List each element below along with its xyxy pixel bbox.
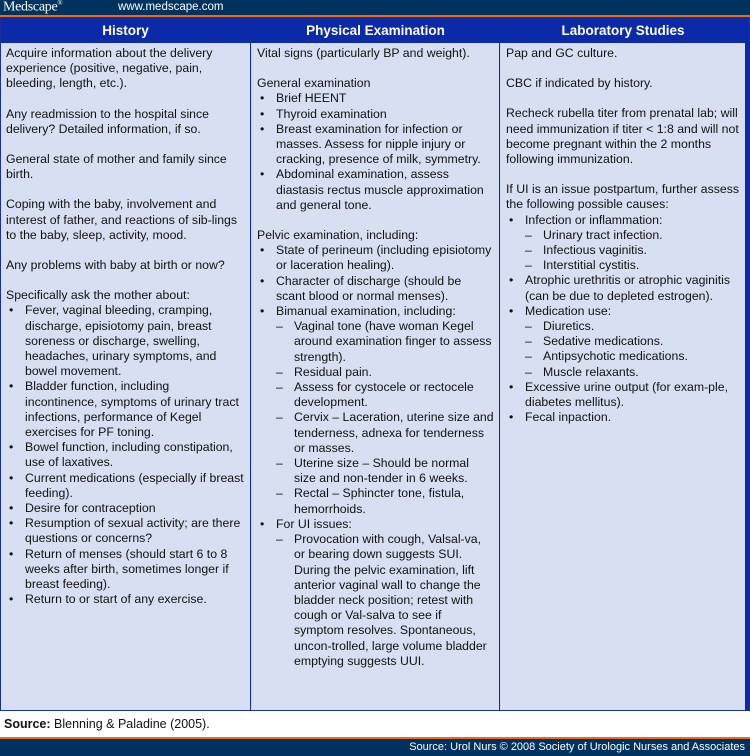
column-laboratory-studies xyxy=(501,18,745,710)
history-paragraph: General state of mother and family since birth. xyxy=(6,152,227,182)
list-item: • Desire for contraception xyxy=(6,501,245,516)
list-item: • Bladder function, including incontinence, symptoms of urinary tract infections, performance of Kegel exercises for PF toning. xyxy=(6,379,245,440)
column-physical-examination xyxy=(252,18,499,710)
list-item: • Excessive urine output (for exam-ple, diabetes mellitus). xyxy=(506,380,740,410)
source-citation xyxy=(4,717,210,731)
postpartum-assessment-table xyxy=(0,17,750,711)
pelvic-exam-intro: Pelvic examination, including: xyxy=(257,228,419,243)
list-item: • Resumption of sexual activity; are there questions or concerns? xyxy=(6,516,245,546)
list-item: • Fecal inpaction. xyxy=(506,410,740,425)
list-item: • Fever, vaginal bleeding, cramping, discharge, episiotomy pain, breast soreness or discharge, swelling, headaches, urinary symptoms, and bowel movement. xyxy=(6,303,245,379)
history-bullet-list xyxy=(6,303,245,607)
sub-list-item: – Diuretics. xyxy=(506,319,740,334)
pelvic-exam-list xyxy=(257,243,494,669)
spacer xyxy=(257,213,494,228)
sub-list-item: – Rectal – Sphincter tone, fistula, hemorrhoids. xyxy=(257,486,494,516)
sub-list-item: – Assess for cystocele or rectocele development. xyxy=(257,380,494,410)
history-paragraph: Acquire information about the delivery experience (positive, negative, pain, bleeding, length, etc.). xyxy=(6,46,213,91)
sub-list-item: – Vaginal tone (have woman Kegel around examination finger to assess strength). xyxy=(257,319,494,365)
column-history xyxy=(1,18,250,710)
list-item: • Bimanual examination, including: xyxy=(257,304,494,319)
list-item: • Return of menses (should start 6 to 8 weeks after birth, sometimes longer if breast feeding). xyxy=(6,547,245,593)
history-paragraph: Coping with the baby, involvement and interest of father, and reactions of sib-lings to the baby, sleep, activity, mood. xyxy=(6,197,238,242)
lab-paragraph: Recheck rubella titer from prenatal lab; will need immunization if titer < 1:8 and will not become pregnant within the 2 months following immunization. xyxy=(506,106,739,167)
history-paragraph: Any readmission to the hospital since delivery? Detailed information, if so. xyxy=(6,106,210,136)
sub-list-item: – Infectious vaginitis. xyxy=(506,243,740,258)
list-item: • Atrophic urethritis or atrophic vaginitis (can be due to depleted estrogen). xyxy=(506,273,740,303)
sub-list-item: – Provocation with cough, Valsal-va, or bearing down suggests SUI. During the pelvic examination, lift anterior vaginal wall to change the bladder neck position; retest with cough or Val-salva to see if symptom resolves. Spontaneous, uncon-trolled, large volume bladder emptying suggests UUI. xyxy=(257,532,494,669)
column-header-history: History xyxy=(1,18,250,43)
list-item: • Abdominal examination, assess diastasis rectus muscle approximation and general tone. xyxy=(257,167,494,213)
history-paragraph: Any problems with baby at birth or now? xyxy=(6,258,225,273)
history-list-intro: Specifically ask the mother about: xyxy=(6,288,190,303)
general-exam-list xyxy=(257,91,494,213)
list-item: • Medication use: xyxy=(506,304,740,319)
ui-causes-intro: If UI is an issue postpartum, further assess the following possible causes: xyxy=(506,182,740,212)
sub-list-item: – Residual pain. xyxy=(257,365,494,380)
general-exam-intro: General examination xyxy=(257,76,371,91)
column-body-laboratory-studies xyxy=(501,43,745,710)
list-item: • Infection or inflammation: xyxy=(506,213,740,228)
list-item: • Character of discharge (should be scant blood or normal menses). xyxy=(257,274,494,304)
lab-paragraph: CBC if indicated by history. xyxy=(506,76,653,91)
source-text: Blenning & Paladine (2005). xyxy=(50,717,210,731)
vital-signs-text: Vital signs (particularly BP and weight). xyxy=(257,46,470,60)
ui-causes-list xyxy=(506,213,740,426)
column-body-physical-examination xyxy=(252,43,499,710)
column-header-physical-examination: Physical Examination xyxy=(252,18,499,43)
list-item: • For UI issues: xyxy=(257,517,494,532)
footer-copyright: Source: Urol Nurs © 2008 Society of Urologic Nurses and Associates xyxy=(409,741,745,753)
sub-list-item: – Sedative medications. xyxy=(506,334,740,349)
list-item: • State of perineum (including episiotomy or laceration healing). xyxy=(257,243,494,273)
column-body-history xyxy=(1,43,250,710)
lab-paragraph: Pap and GC culture. xyxy=(506,46,618,60)
top-banner xyxy=(0,0,750,15)
list-item: • Breast examination for infection or masses. Assess for nipple injury or cracking, presence of milk, symmetry. xyxy=(257,122,494,168)
sub-list-item: – Muscle relaxants. xyxy=(506,365,740,380)
sub-list-item: – Interstitial cystitis. xyxy=(506,258,740,273)
column-header-laboratory-studies: Laboratory Studies xyxy=(501,18,745,43)
footer-banner xyxy=(0,739,750,756)
sub-list-item: – Cervix – Laceration, uterine size and tenderness, adnexa for tenderness or masses. xyxy=(257,410,494,456)
source-label: Source: xyxy=(4,717,51,731)
list-item: • Brief HEENT xyxy=(257,91,494,106)
registered-mark: ® xyxy=(57,0,63,7)
logo-text: Medscape xyxy=(3,0,58,15)
sub-list-item: – Uterine size – Should be normal size and non-tender in 6 weeks. xyxy=(257,456,494,486)
sub-list-item: – Antipsychotic medications. xyxy=(506,349,740,364)
list-item: • Return to or start of any exercise. xyxy=(6,592,245,607)
site-url-link[interactable]: www.medscape.com xyxy=(118,1,224,13)
medscape-logo[interactable] xyxy=(3,0,62,16)
list-item: • Thyroid examination xyxy=(257,107,494,122)
list-item: • Current medications (especially if breast feeding). xyxy=(6,471,245,501)
sub-list-item: – Urinary tract infection. xyxy=(506,228,740,243)
list-item: • Bowel function, including constipation, use of laxatives. xyxy=(6,440,245,470)
